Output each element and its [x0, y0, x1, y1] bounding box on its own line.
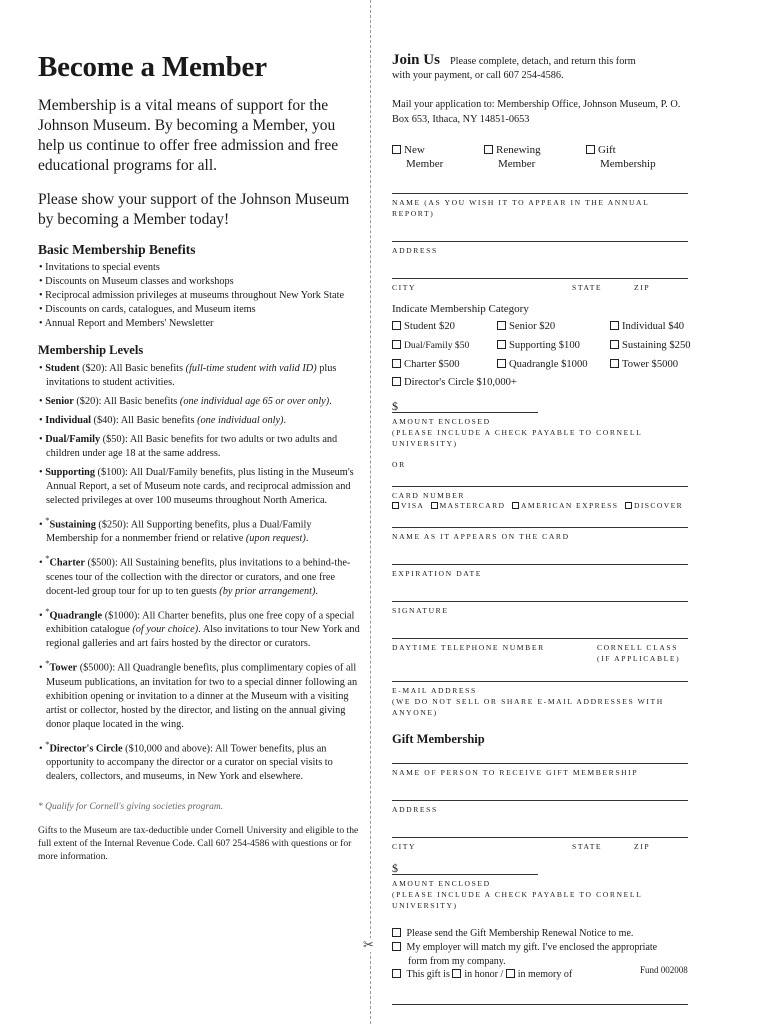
or-label: OR	[392, 460, 406, 469]
benefits-list	[38, 261, 360, 331]
membership-level: • Student ($20): All Basic benefits (full-time student with valid ID) plus invitations to student activities.	[39, 363, 337, 388]
gift-city-state-zip-field[interactable]: CITY STATE ZIP	[392, 837, 688, 852]
call-to-action: Please show your support of the Johnson Museum by becoming a Member today!	[38, 191, 350, 228]
type-gift-option[interactable]	[586, 143, 678, 171]
state-label: STATE	[572, 283, 603, 292]
join-title: Join Us	[392, 52, 440, 68]
amount-dollar-sign: $	[392, 399, 398, 413]
checkbox-renewing[interactable]	[484, 145, 493, 154]
category-tower[interactable]: Tower $5000	[610, 358, 700, 372]
category-senior[interactable]: Senior $20	[497, 320, 610, 334]
gift-recipient-field[interactable]: NAME OF PERSON TO RECEIVE GIFT MEMBERSHIP	[392, 763, 688, 778]
check-employer-match-2: form from my company.	[408, 956, 506, 967]
category-dual-family[interactable]: Dual/Family $50	[392, 339, 497, 353]
benefit-item: • Invitations to special events	[39, 262, 160, 273]
levels-heading: Membership Levels	[38, 343, 144, 357]
benefit-item: • Reciprocal admission privileges at museums throughout New York State	[39, 290, 345, 301]
membership-level: • Supporting ($100): All Dual/Family benefits, plus listing in the Museum's Annual Report, a set of Museum note cards, and reciprocal admission and selected privileges at over 100 museums throughout North America.	[39, 467, 354, 506]
tax-note: Gifts to the Museum are tax-deductible under Cornell University and eligible to the full extent of the Internal Revenue Code. Call 607 254-4586 with questions or for more information.	[38, 825, 359, 863]
card-type-options: VISA MASTERCARD AMERICAN EXPRESS DISCOVER	[392, 501, 688, 510]
membership-level: • Senior ($20): All Basic benefits (one individual age 65 or over only).	[39, 396, 332, 407]
membership-level: • *Tower ($5000): All Quadrangle benefits, plus complimentary copies of all Museum publications, an invitation for two to a special dinner following an exhibition opening or invitation to a dinner at the Museum with a visiting artist or collector, hosted by the director, and listing on the annual giving donor plaque located in the wing.	[39, 658, 358, 730]
category-individual[interactable]: Individual $40	[610, 320, 700, 334]
checkbox-mastercard[interactable]	[431, 502, 438, 509]
checkbox-new[interactable]	[392, 145, 401, 154]
benefit-item: • Discounts on cards, catalogues, and Museum items	[39, 304, 256, 315]
category-sustaining[interactable]: Sustaining $250	[610, 339, 700, 353]
mail-address: Mail your application to: Membership Office, Johnson Museum, P. O. Box 653, Ithaca, NY 14851-0653	[392, 99, 681, 125]
expiration-field[interactable]: EXPIRATION DATE	[392, 564, 688, 579]
type-gift-label-2: Membership	[600, 158, 656, 170]
gift-dollar-sign: $	[392, 861, 398, 875]
benefits-heading: Basic Membership Benefits	[38, 242, 196, 257]
checkbox-honor[interactable]	[452, 969, 461, 978]
category-directors-circle[interactable]: Director's Circle $10,000+	[392, 377, 688, 388]
qualify-note: * Qualify for Cornell's giving societies program.	[38, 802, 224, 813]
type-new-option[interactable]	[392, 143, 484, 171]
checkbox-amex[interactable]	[512, 502, 519, 509]
membership-level: • *Quadrangle ($1000): All Charter benefits, plus one free copy of a special exhibition catalogue (of your choice). Also invitations to tour New York and regional galleries and art fairs hosted by the director or curators.	[39, 605, 360, 650]
membership-level: • *Director's Circle ($10,000 and above): All Tower benefits, plus an opportunity to accompany the director or a curator on special visits to dealers, collectors, and museums, in New York and elsewhere.	[39, 738, 333, 783]
gift-amount-field[interactable]: AMOUNT ENCLOSED	[392, 874, 538, 889]
type-renew-label: Renewing	[496, 144, 541, 156]
membership-level: • Dual/Family ($50): All Basic benefits for two adults or two adults and children under age 18 at the same address.	[39, 434, 338, 459]
checkbox-discover[interactable]	[625, 502, 632, 509]
name-field[interactable]: NAME (AS YOU WISH IT TO APPEAR IN THE ANNUAL REPORT)	[392, 193, 688, 219]
zip-label: ZIP	[634, 283, 651, 292]
check-renewal-notice[interactable]: Please send the Gift Membership Renewal Notice to me.	[392, 927, 688, 940]
phone-label: DAYTIME TELEPHONE NUMBER	[392, 643, 545, 652]
address-field[interactable]: ADDRESS	[392, 241, 688, 256]
benefit-item: • Discounts on Museum classes and workshops	[39, 276, 234, 287]
checkbox-visa[interactable]	[392, 502, 399, 509]
form-column	[392, 52, 691, 1008]
category-supporting[interactable]: Supporting $100	[497, 339, 610, 353]
checkbox-memory[interactable]	[506, 969, 515, 978]
email-field[interactable]: E-MAIL ADDRESS (WE DO NOT SELL OR SHARE E-MAIL ADDRESSES WITH ANYONE)	[392, 681, 688, 718]
membership-level: • *Charter ($500): All Sustaining benefits, plus invitations to a behind-the-scenes tour of the collection with the director or curators, and one free docent-led group tour for up to ten guests (by prior arrangement).	[39, 553, 351, 597]
fund-code: Fund 002008	[640, 965, 688, 975]
scissors-icon: ✂	[363, 937, 374, 952]
city-label: CITY	[392, 283, 417, 292]
join-text-2: with your payment, or call 607 254-4586.	[392, 70, 564, 81]
page-title: Become a Member	[38, 51, 267, 83]
phone-class-field[interactable]	[392, 638, 688, 664]
cut-line	[370, 0, 371, 1024]
membership-level: • Individual ($40): All Basic benefits (one individual only).	[39, 415, 287, 426]
left-column	[38, 52, 360, 863]
card-number-field[interactable]: CARD NUMBER	[392, 486, 688, 501]
category-label: Indicate Membership Category	[392, 303, 529, 315]
membership-type-options	[392, 143, 688, 171]
category-charter[interactable]: Charter $500	[392, 358, 497, 372]
membership-level: • *Sustaining ($250): All Supporting benefits, plus a Dual/Family Membership for a nonmember friend or relative (upon request).	[39, 515, 312, 545]
gift-amount-note: (PLEASE INCLUDE A CHECK PAYABLE TO CORNELL UNIVERSITY)	[392, 890, 643, 910]
name-on-card-field[interactable]: NAME AS IT APPEARS ON THE CARD	[392, 527, 688, 542]
join-text: Please complete, detach, and return this form	[449, 56, 636, 67]
intro-paragraph: Membership is a vital means of support for the Johnson Museum. By becoming a Member, you help us continue to offer free admission and free educational programs for all.	[38, 97, 339, 174]
type-gift-label: Gift	[598, 144, 616, 156]
category-student[interactable]: Student $20	[392, 320, 497, 334]
signature-field[interactable]: SIGNATURE	[392, 601, 688, 616]
type-new-label-2: Member	[406, 158, 444, 170]
type-new-label: New	[404, 144, 425, 156]
gift-heading: Gift Membership	[392, 732, 485, 746]
join-header	[392, 52, 688, 69]
category-grid	[392, 320, 691, 372]
cornell-class-note: (IF APPLICABLE)	[597, 654, 681, 663]
category-quadrangle[interactable]: Quadrangle $1000	[497, 358, 610, 372]
check-tribute[interactable]: This gift is in honor / in memory of	[392, 968, 688, 981]
gift-address-field[interactable]: ADDRESS	[392, 800, 688, 815]
amount-field[interactable]: AMOUNT ENCLOSED	[392, 412, 538, 427]
benefit-item: • Annual Report and Members' Newsletter	[39, 318, 214, 329]
amount-note: (PLEASE INCLUDE A CHECK PAYABLE TO CORNELL UNIVERSITY)	[392, 428, 643, 448]
type-renew-option[interactable]	[484, 143, 586, 171]
city-state-zip-field[interactable]	[392, 278, 688, 293]
checkbox-gift[interactable]	[586, 145, 595, 154]
tribute-line[interactable]	[392, 1004, 688, 1008]
levels-list	[38, 362, 360, 784]
check-employer-match[interactable]: My employer will match my gift. I've enclosed the appropriate	[392, 941, 688, 954]
type-renew-label-2: Member	[498, 158, 536, 170]
cornell-class-label: CORNELL CLASS	[597, 643, 679, 652]
